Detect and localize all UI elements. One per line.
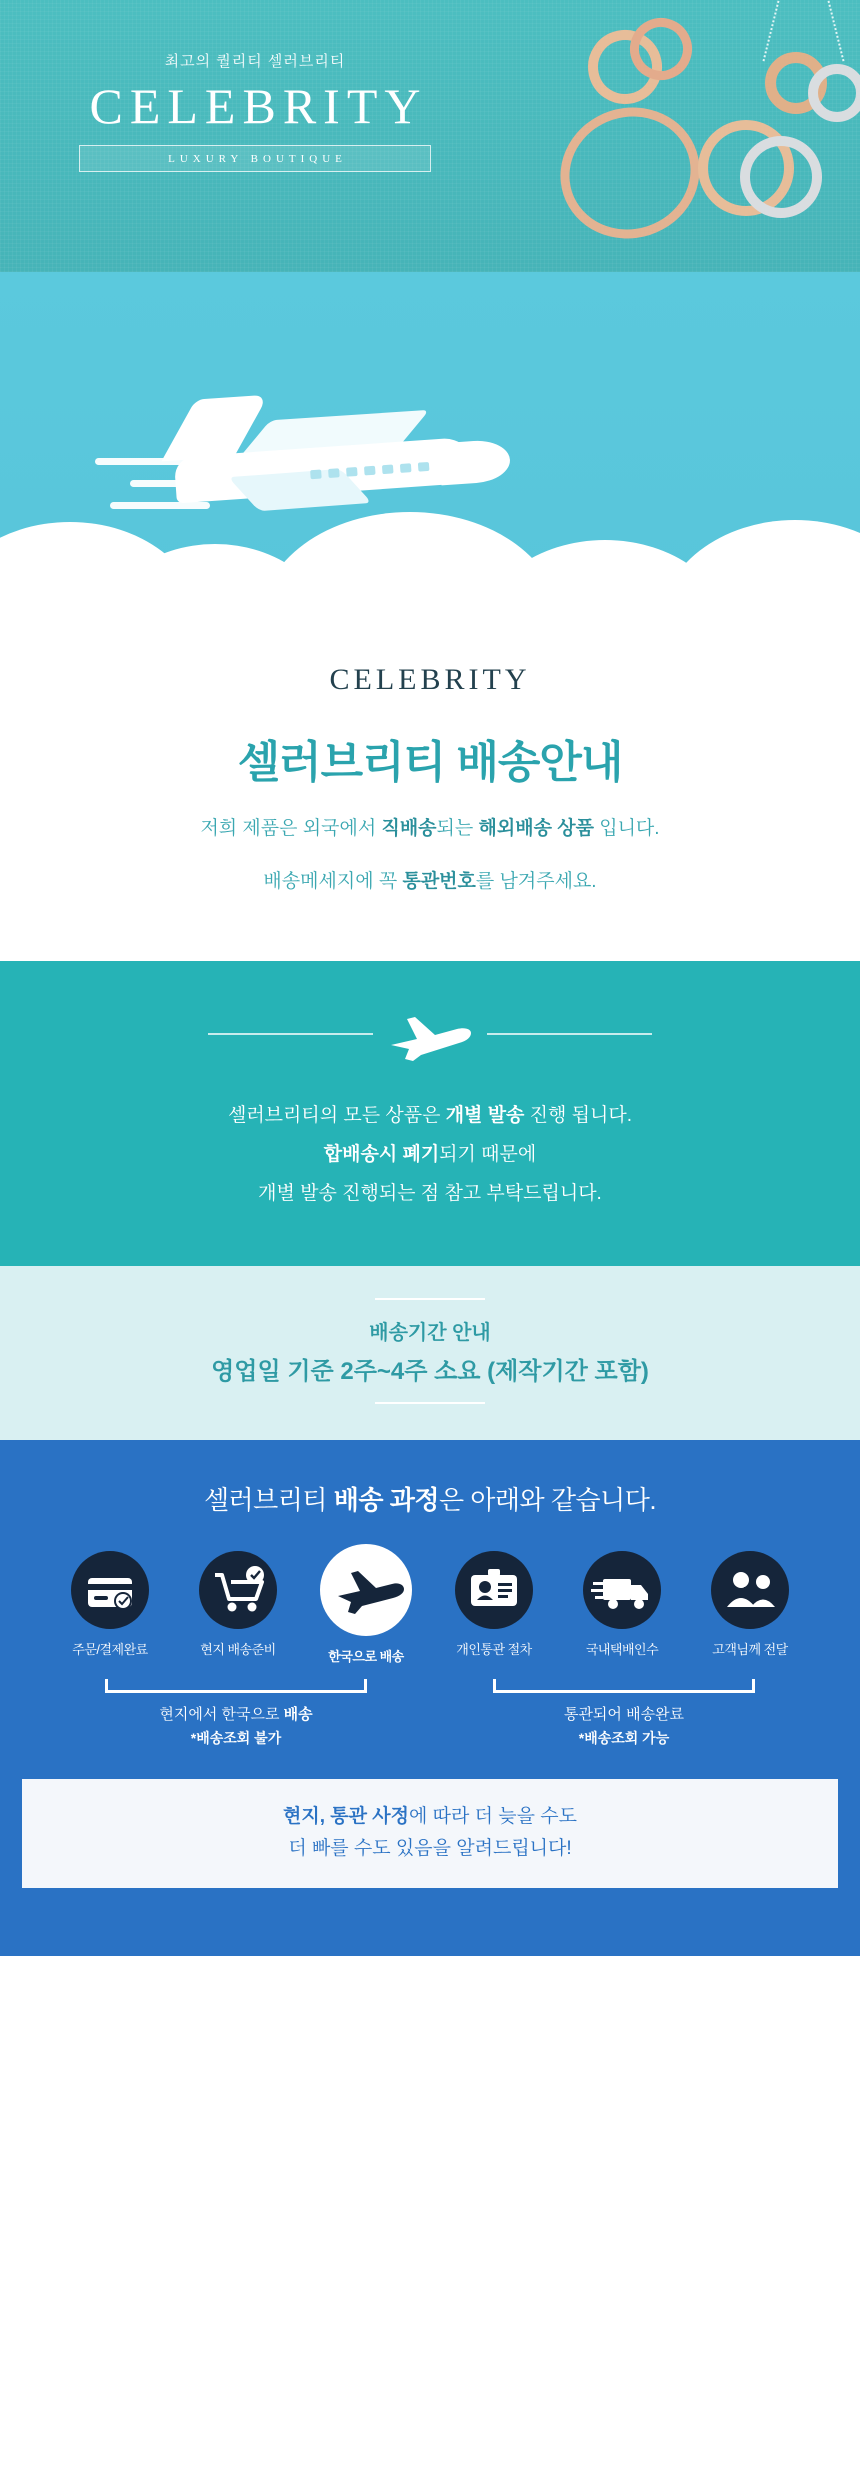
necklace-chain-right (828, 1, 845, 62)
intro2-text-c: 를 남겨주세요. (475, 870, 597, 892)
step-label: 고객님께 전달 (712, 1641, 788, 1657)
notice-line-1 (22, 1801, 838, 1832)
divider-line-right (487, 1033, 652, 1035)
bracket1-b: 배송 (283, 1705, 313, 1723)
delivery-process-section (0, 1440, 860, 1930)
airplane-icon (387, 1005, 473, 1063)
bracket-caption-line1 (437, 1703, 811, 1727)
bracket-shape (105, 1679, 367, 1693)
id-card-icon (455, 1551, 533, 1629)
policy1-c: 진행 됩니다. (524, 1104, 633, 1126)
shopping-cart-icon (199, 1551, 277, 1629)
process-step-local-prep (181, 1551, 295, 1658)
process-heading-b: 배송 과정 (333, 1484, 439, 1515)
intro-text-b: 직배송 (381, 818, 437, 840)
policy-line-2 (0, 1136, 860, 1175)
policy1-a: 셀러브리티의 모든 상품은 (227, 1104, 446, 1126)
step-label: 국내택배인수 (585, 1641, 659, 1657)
policy-line-3: 개별 발송 진행되는 점 참고 부탁드립니다. (258, 1182, 602, 1204)
bracket-caption-line2: *배송조회 가능 (578, 1729, 670, 1746)
delivery-truck-icon (583, 1551, 661, 1629)
customer-handoff-icon (711, 1551, 789, 1629)
policy2-b: 되기 때문에 (439, 1143, 537, 1165)
process-heading-c: 은 아래와 같습니다. (438, 1484, 657, 1515)
necklace-chain-left (763, 1, 780, 62)
process-step-domestic-courier (565, 1551, 679, 1658)
policy1-b: 개별 발송 (445, 1104, 525, 1126)
bracket-caption (437, 1703, 811, 1749)
delivery-period-section (0, 1266, 860, 1440)
process-step-ship-to-korea (309, 1551, 423, 1665)
divider-line-left (208, 1033, 373, 1035)
notice1-a: 현지, 통관 사정 (283, 1806, 409, 1828)
airplane-icon (120, 377, 510, 537)
delay-notice-box (22, 1779, 838, 1888)
brand-lockup (55, 50, 455, 172)
intro-line-2 (0, 865, 860, 898)
process-step-order-payment (53, 1551, 167, 1658)
bracket-caption-line1 (49, 1703, 423, 1727)
notice1-b: 에 따라 더 늦을 수도 (409, 1806, 577, 1828)
bracket-caption-line2: *배송조회 불가 (190, 1729, 282, 1746)
intro-brand: CELEBRITY (329, 663, 531, 696)
bracket-caption (49, 1703, 423, 1749)
ring-icon (808, 64, 860, 122)
step-label: 현지 배송준비 (200, 1641, 276, 1657)
intro-line-1 (0, 812, 860, 845)
ring-icon (740, 136, 822, 218)
jewelry-illustration (440, 0, 860, 272)
credit-card-icon (71, 1551, 149, 1629)
hero-tagline: LUXURY BOUTIQUE (79, 145, 431, 172)
period-title: 배송기간 안내 (369, 1321, 491, 1344)
intro-text-c: 되는 (436, 818, 479, 840)
hero-kicker: 최고의 퀄리티 셀러브리티 (164, 53, 346, 70)
bracket-group-overseas (49, 1679, 423, 1749)
footer-spacer (0, 1930, 860, 1956)
process-bracket-groups (0, 1679, 860, 1749)
bracket-group-domestic (437, 1679, 811, 1749)
page-title: 셀러브리티 배송안내 (237, 738, 623, 788)
individual-shipping-section (0, 961, 860, 1266)
step-label: 한국으로 배송 (328, 1648, 404, 1664)
process-heading-a: 셀러브리티 (203, 1484, 334, 1515)
process-step-customs (437, 1551, 551, 1658)
intro-section (0, 627, 860, 961)
period-detail: 영업일 기준 2주~4주 소요 (제작기간 포함) (211, 1357, 649, 1385)
period-divider-top (375, 1298, 485, 1300)
policy2-a: 합배송시 폐기 (323, 1143, 440, 1165)
divider-with-plane (0, 1005, 860, 1063)
bracket1-a: 현지에서 한국으로 (159, 1705, 284, 1723)
process-step-customer-delivery (693, 1551, 807, 1658)
bracket-shape (493, 1679, 755, 1693)
intro-text-d: 해외배송 상품 (478, 818, 594, 840)
airplane-icon (320, 1544, 412, 1636)
hero-brand-title: CELEBRITY (89, 78, 428, 134)
bangle-icon (543, 90, 716, 257)
notice-line-2: 더 빠를 수도 있음을 알려드립니다! (288, 1837, 572, 1859)
intro2-text-a: 배송메세지에 꼭 (263, 870, 403, 892)
process-step-list (0, 1551, 860, 1665)
brand-hero-banner (0, 0, 860, 272)
intro-text-e: 입니다. (593, 818, 660, 840)
intro2-text-b: 통관번호 (402, 870, 476, 892)
policy-line-1 (0, 1097, 860, 1136)
period-divider-bottom (375, 1402, 485, 1404)
intro-text-a: 저희 제품은 외국에서 (200, 818, 382, 840)
process-heading (0, 1480, 860, 1517)
step-label: 개인통관 절차 (456, 1641, 532, 1657)
bracket2-a: 통관되어 배송완료 (563, 1705, 685, 1723)
sky-plane-banner (0, 272, 860, 627)
step-label: 주문/결제완료 (72, 1641, 148, 1657)
